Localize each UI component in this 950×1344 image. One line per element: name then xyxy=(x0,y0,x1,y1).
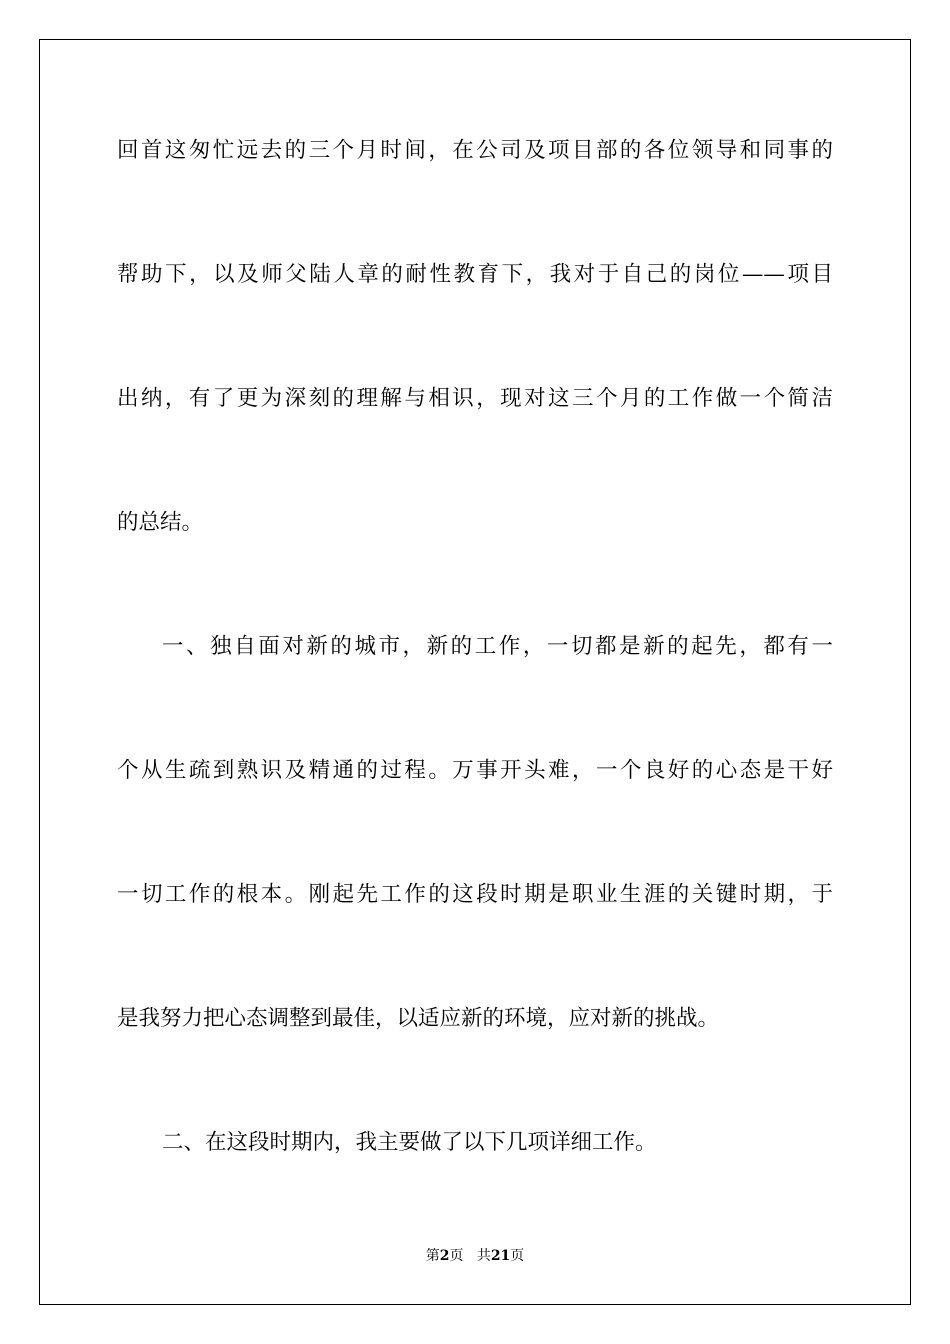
page-number: 2 xyxy=(439,1248,450,1264)
paragraph-2-line-3: 一切工作的根本。刚起先工作的这段时期是职业生涯的关键时期，于 xyxy=(117,882,833,907)
page-footer xyxy=(0,1246,950,1266)
page-border xyxy=(39,39,911,1305)
paragraph-2-line-4: 是我努力把心态调整到最佳，以适应新的环境，应对新的挑战。 xyxy=(117,1006,720,1031)
paragraph-2-line-2: 个从生疏到熟识及精通的过程。万事开头难，一个良好的心态是干好 xyxy=(117,758,833,783)
paragraph-3-line-1: 二、在这段时期内，我主要做了以下几项详细工作。 xyxy=(162,1130,657,1155)
paragraph-1-line-4: 的总结。 xyxy=(117,510,204,535)
paragraph-2-line-1: 一、独自面对新的城市，新的工作，一切都是新的起先，都有一 xyxy=(162,634,833,659)
total-prefix: 共 xyxy=(476,1248,491,1264)
page-prefix: 第 xyxy=(425,1248,440,1264)
paragraph-1-line-1: 回首这匆忙远去的三个月时间，在公司及项目部的各位领导和同事的 xyxy=(117,138,833,163)
total-suffix: 页 xyxy=(510,1248,525,1264)
page-suffix: 页 xyxy=(449,1248,464,1264)
paragraph-1-line-3: 出纳，有了更为深刻的理解与相识，现对这三个月的工作做一个简洁 xyxy=(117,386,833,411)
total-pages: 21 xyxy=(490,1248,511,1264)
paragraph-1-line-2: 帮助下，以及师父陆人章的耐性教育下，我对于自己的岗位——项目 xyxy=(117,262,833,287)
